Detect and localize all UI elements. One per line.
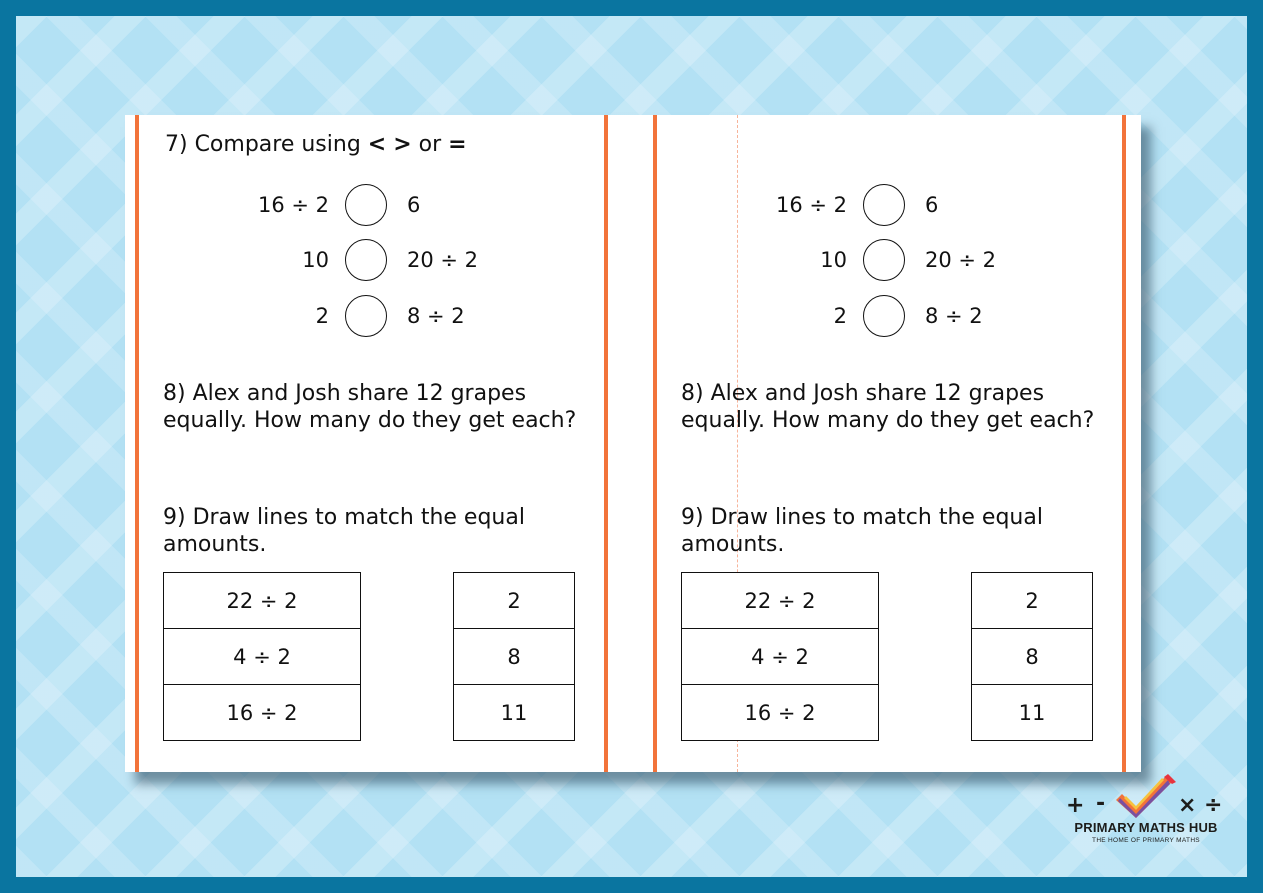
minus-icon: - bbox=[1096, 791, 1106, 816]
worksheet-page-1 bbox=[125, 115, 605, 772]
question-9-line-2: amounts. bbox=[163, 532, 267, 557]
match-left-cell[interactable]: 16 ÷ 2 bbox=[226, 701, 298, 725]
comparison-circle[interactable] bbox=[345, 184, 387, 226]
match-right-cell[interactable]: 11 bbox=[500, 701, 528, 725]
match-right-cell[interactable]: 8 bbox=[972, 629, 1092, 685]
background-frame bbox=[16, 16, 1247, 877]
comparison-circle[interactable] bbox=[345, 295, 387, 337]
plus-icon: + bbox=[1066, 793, 1085, 818]
match-left-cell[interactable]: 16 ÷ 2 bbox=[744, 701, 816, 725]
comparison-left: 10 bbox=[820, 248, 847, 272]
question-8-line-2: equally. How many do they get each? bbox=[681, 408, 1095, 433]
comparison-right: 8 ÷ 2 bbox=[407, 304, 465, 328]
times-icon: × bbox=[1178, 793, 1197, 818]
comparison-right: 20 ÷ 2 bbox=[407, 248, 479, 272]
comparison-left: 16 ÷ 2 bbox=[775, 193, 847, 217]
worksheet-page-2 bbox=[643, 115, 1123, 772]
question-9-line-1: 9) Draw lines to match the equal bbox=[163, 505, 525, 530]
question-7-heading: 7) Compare using < > or = bbox=[165, 132, 467, 157]
question-9-line-2: amounts. bbox=[681, 532, 785, 557]
comparison-left: 16 ÷ 2 bbox=[257, 193, 329, 217]
logo-mark-icon bbox=[1056, 768, 1236, 820]
worksheet-sheet bbox=[125, 115, 1141, 772]
match-right-cell[interactable]: 2 bbox=[454, 573, 574, 629]
match-left-cell[interactable]: 4 ÷ 2 bbox=[164, 629, 360, 685]
match-right-column bbox=[971, 572, 1093, 741]
match-right-column bbox=[453, 572, 575, 741]
match-left-cell[interactable]: 22 ÷ 2 bbox=[682, 573, 878, 629]
comparison-left: 10 bbox=[302, 248, 329, 272]
comparison-left: 2 bbox=[315, 304, 329, 328]
comparison-right: 20 ÷ 2 bbox=[925, 248, 997, 272]
question-9-line-1: 9) Draw lines to match the equal bbox=[681, 505, 1043, 530]
comparison-left: 2 bbox=[833, 304, 847, 328]
comparison-right: 6 bbox=[925, 193, 939, 217]
comparison-right: 6 bbox=[407, 193, 421, 217]
divide-icon: ÷ bbox=[1204, 793, 1223, 818]
comparison-right: 8 ÷ 2 bbox=[925, 304, 983, 328]
question-8-line-1: 8) Alex and Josh share 12 grapes bbox=[163, 381, 527, 406]
match-left-column bbox=[163, 572, 361, 741]
primary-maths-hub-logo bbox=[1056, 768, 1236, 848]
logo-tagline: THE HOME OF PRIMARY MATHS bbox=[1092, 837, 1200, 844]
logo-name: PRIMARY MATHS HUB bbox=[1074, 820, 1218, 835]
comparison-circle[interactable] bbox=[863, 295, 905, 337]
checkmark-icon bbox=[1116, 774, 1176, 818]
comparison-circle[interactable] bbox=[345, 239, 387, 281]
comparison-circle[interactable] bbox=[863, 239, 905, 281]
comparison-circle[interactable] bbox=[863, 184, 905, 226]
match-right-cell[interactable]: 2 bbox=[972, 573, 1092, 629]
match-left-cell[interactable]: 4 ÷ 2 bbox=[682, 629, 878, 685]
match-left-cell[interactable]: 22 ÷ 2 bbox=[164, 573, 360, 629]
match-right-cell[interactable]: 8 bbox=[454, 629, 574, 685]
question-8-line-2: equally. How many do they get each? bbox=[163, 408, 577, 433]
match-right-cell[interactable]: 11 bbox=[1018, 701, 1046, 725]
question-8-line-1: 8) Alex and Josh share 12 grapes bbox=[681, 381, 1045, 406]
match-left-column bbox=[681, 572, 879, 741]
